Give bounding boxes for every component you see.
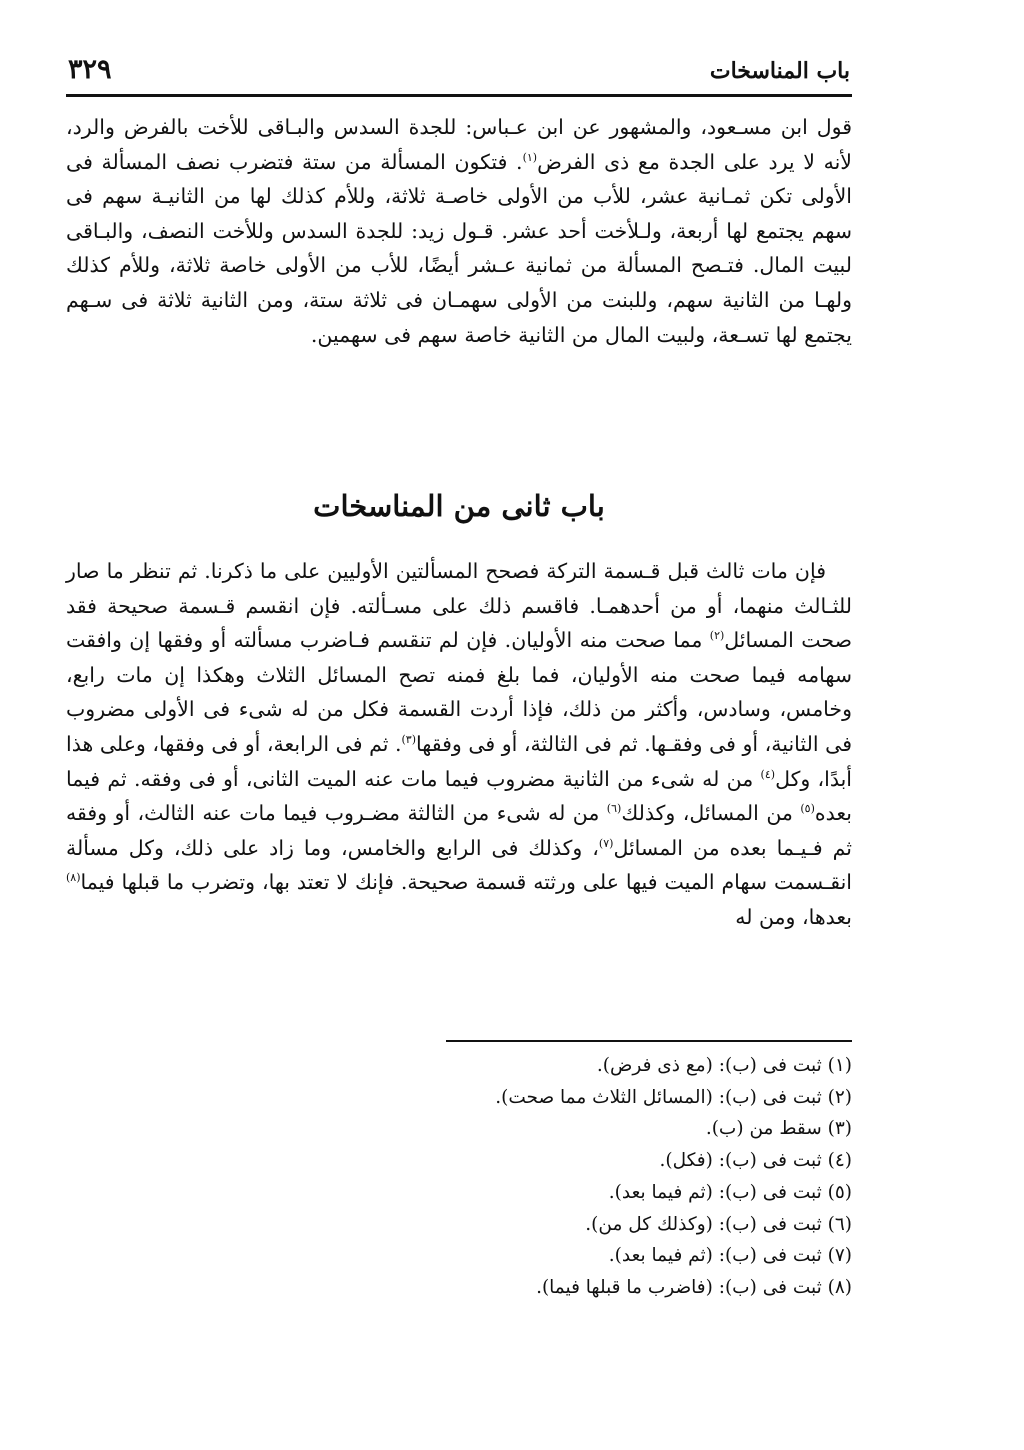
running-header [66, 50, 852, 97]
paragraph-2-text-a: فإن مات ثالث قبل قـسمة التركة فصحح المسألتين الأوليين على ما ذكرنا. ثم تنظر ما صار للثـالث منهما، أو من أحدهمـا. فاقسم ذلك على مسـألته. فإن انقسم قـسمة صحيحة فقد صحت المسائل [66, 559, 852, 653]
footnote-6: (٦) ثبت فى (ب): (وكذلك كل من). [585, 1213, 852, 1235]
paragraph-2-text-c: . ثم فى الرابعة، أو فى وفقها، وعلى هذا أبدًا، وكل [66, 731, 852, 791]
footnote-ref-6: (٦) [606, 802, 622, 816]
footnote-ref-3: (٣) [401, 733, 417, 747]
footnote-ref-2: (٢) [709, 629, 725, 643]
footnote-ref-5: (٥) [800, 802, 815, 816]
paragraph-2 [66, 554, 852, 935]
footnote-divider [446, 1040, 852, 1042]
footnotes-list [266, 1050, 852, 1304]
footnote-ref-7: (٧) [598, 836, 614, 850]
footnote-4: (٤) ثبت فى (ب): (فكل). [659, 1150, 852, 1172]
footnote-8: (٨) ثبت فى (ب): (فاضرب ما قبلها فيما). [536, 1276, 852, 1298]
paragraph-2-text-f: من له شىء من الثالثة مضـروب فيما مات عنه الثالث، أو وفقه ثم فـيـما بعده من المسائل [66, 801, 852, 860]
footnote-ref-8: (٨) [66, 871, 81, 885]
paragraph-2-text-g: ، وكذلك فى الرابع والخامس، وما زاد على ذلك، وكل مسألة انقـسمت سهام الميت فيها على ورثته قسمة صحيحة. فإنك لا تعتد بها، وتضرب ما قبلها فيما [66, 835, 852, 895]
book-page [66, 50, 852, 1410]
footnote-3: (٣) سقط من (ب). [705, 1118, 852, 1140]
running-title: باب المناسخات [709, 58, 850, 84]
footnote-2: (٢) ثبت فى (ب): (المسائل الثلاث مما صحت). [495, 1086, 852, 1108]
footnote-1: (١) ثبت فى (ب): (مع ذى فرض). [596, 1055, 852, 1076]
paragraph-2-text-h: بعدها، ومن له [735, 904, 852, 929]
paragraph-1 [66, 110, 852, 352]
paragraph-1-text-a: قول ابن مسـعود، والمشهور عن ابن عـباس: للجدة السدس والبـاقى للأخت بالفرض والرد، لأنه لا يرد على الجدة مع ذى الفرض [66, 115, 852, 174]
paragraph-2-text-e: من المسائل، وكذلك [621, 801, 801, 826]
paragraph-2-text-b: مما صحت منه الأوليان. فإن لم تنقسم فـاضرب مسألته أو وفقها إن وافقت سهامه فيما صحت منه الأوليان، فما بلغ فمنه تصح المسائل الثلاث وهكذا إن مات رابع، وخامس، وسادس، وأكثر من ذلك، فإذا أردت القسمة فكل من له شىء فى الأولى مضروب فى الثانية، أو فى وفقـها. ثم فى الثالثة، أو فى وفقها [66, 628, 852, 756]
footnote-ref-1: (١) [522, 150, 538, 164]
paragraph-2-text-d: من له شىء من الثانية مضروب فيما مات عنه الميت الثانى، أو فى وفقه. ثم فيما بعده [66, 766, 852, 826]
footnote-7: (٧) ثبت فى (ب): (ثم فيما بعد). [608, 1245, 852, 1267]
page-number: ٣٢٩ [68, 54, 112, 85]
section-heading: باب ثانى من المناسخات [313, 489, 605, 523]
footnote-5: (٥) ثبت فى (ب): (ثم فيما بعد). [608, 1181, 852, 1203]
footnote-ref-4: (٤) [760, 767, 776, 781]
paragraph-1-text-b: . فتكون المسألة من ستة فتضرب نصف المسألة فى الأولى تكن ثمـانية عشر، للأب من الأولى خاصـة ثلاثة، وللأم كذلك لها من الثانيـة سهم فى سهم يجتمع لها أربعة، ولـلأخت أحد عشر. قـول زيد: للجدة السدس وللأخت النصف، والبـاقى لبيت المال. فتـصح المسألة من ثمانية عـشر أيضًا، للأب من الأولى خاصة ثلاثة، وللأم كذلك ولهـا من الثانية سهم، وللبنت من الأولى سهمـان فى ثلاثة ستة، ومن الثانية ثلاثة فى سـهم يجتمع لها تسـعة، ولبيت المال من الثانية خاصة سهم فى سهمين. [66, 149, 852, 347]
